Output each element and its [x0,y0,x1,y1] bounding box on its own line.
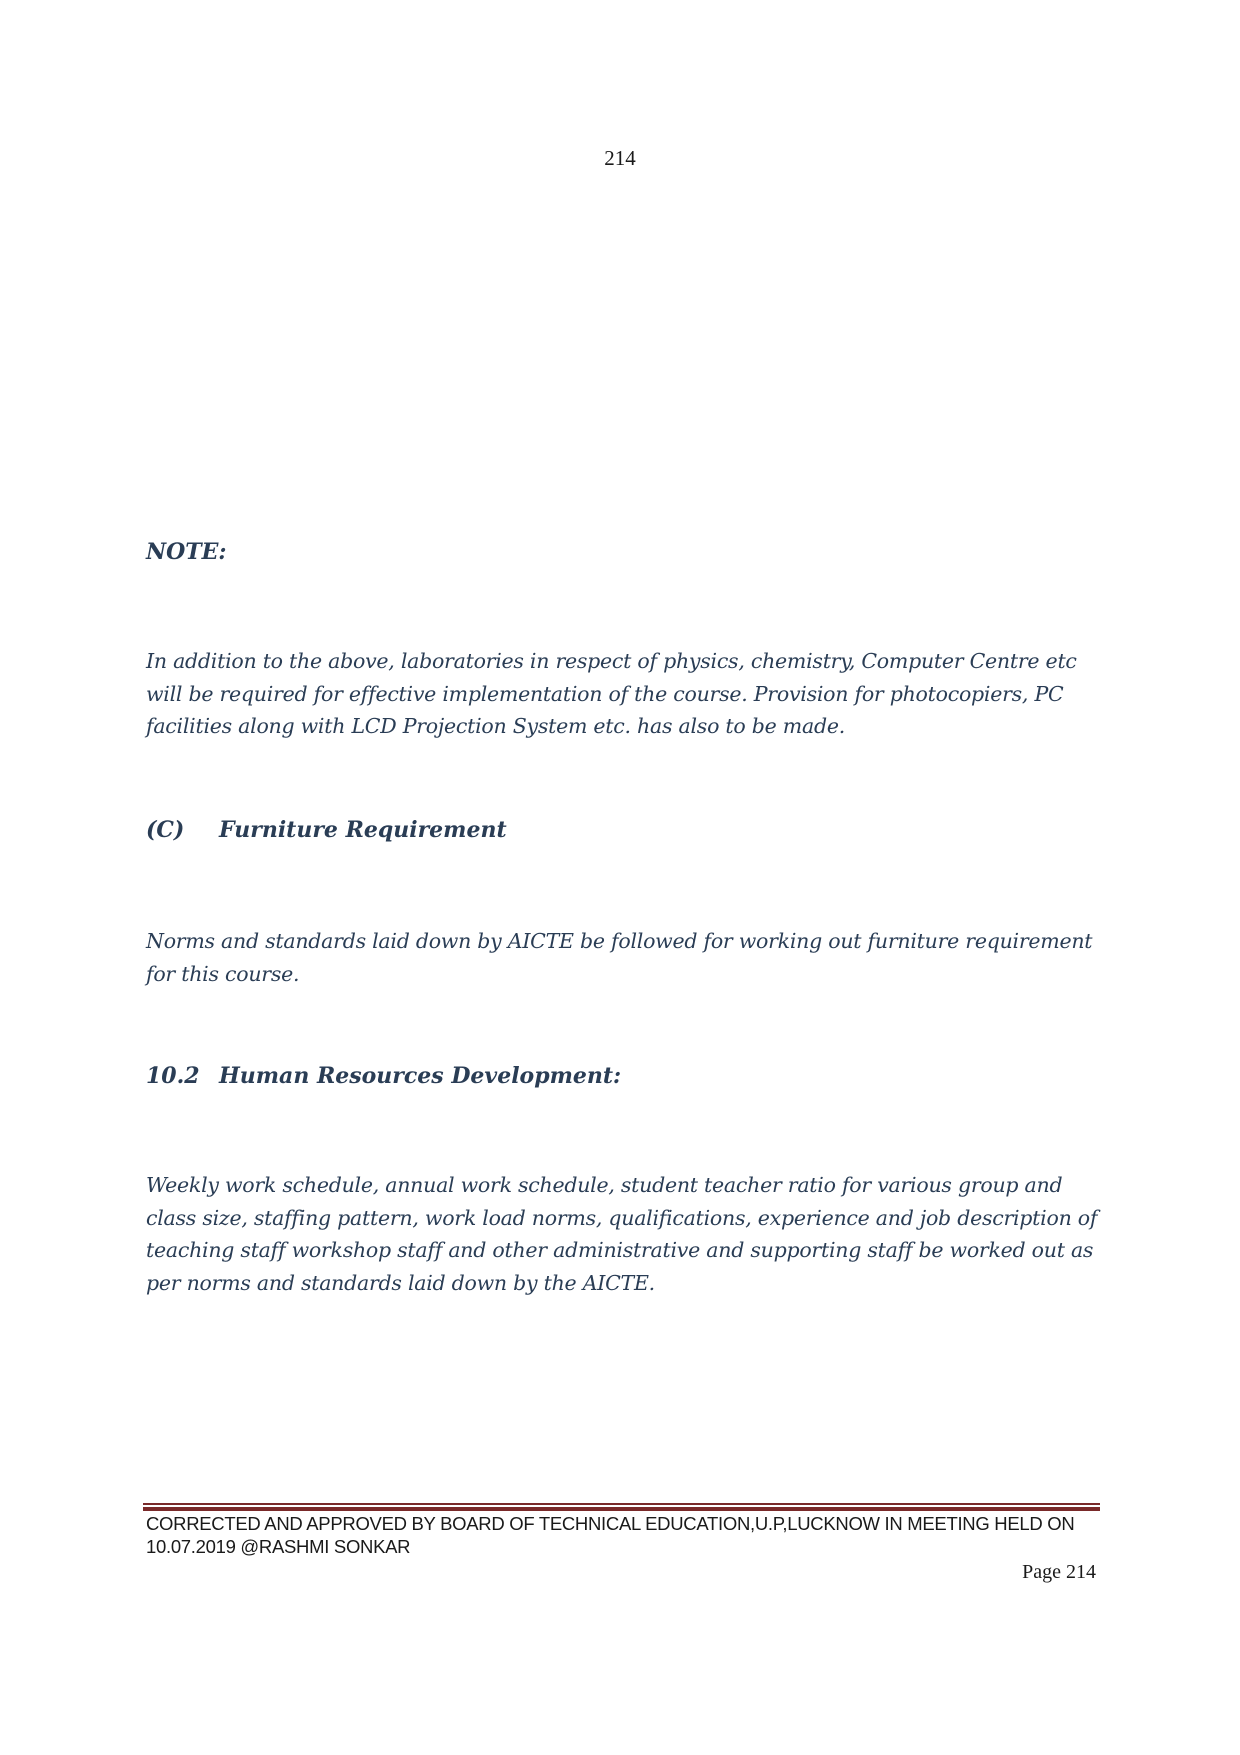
hrd-paragraph-line: per norms and standards laid down by the AICTE. [146,1270,655,1295]
footer-approval-note [146,1512,1106,1558]
furniture-paragraph-line: for this course. [146,961,300,986]
hrd-heading [146,1063,1106,1089]
furniture-section-number: (C) [146,817,185,843]
hrd-section-title: Human Resources Development: [219,1063,622,1089]
footer-divider [143,1503,1100,1511]
hrd-paragraph-line: Weekly work schedule, annual work schedule, student teacher ratio for various group and [146,1173,1063,1197]
footer-line: 10.07.2019 @RASHMI SONKAR [146,1536,411,1557]
footer-divider-thick [143,1507,1100,1511]
note-paragraph-line: In addition to the above, laboratories in respect of physics, chemistry, Computer Centre etc [146,649,1077,673]
note-paragraph-line: will be required for effective implementation of the course. Provision for photocopiers, PC [146,681,1064,706]
hrd-paragraph-line: teaching staff workshop staff and other administrative and supporting staff be worked out as [146,1238,1094,1262]
footer-line: CORRECTED AND APPROVED BY BOARD OF TECHNICAL EDUCATION,U.P,LUCKNOW IN MEETING HELD ON [146,1513,1075,1534]
header-page-number: 214 [604,146,636,170]
note-paragraph-line: facilities along with LCD Projection System etc. has also to be made. [146,714,845,738]
hrd-paragraph [146,1169,1106,1299]
furniture-section-title: Furniture Requirement [219,817,507,843]
furniture-paragraph-line: Norms and standards laid down by AICTE be followed for working out furniture requirement [146,929,1093,953]
note-heading: NOTE: [146,539,227,565]
hrd-section-number: 10.2 [146,1063,200,1089]
footer-page-label: Page 214 [1022,1561,1096,1583]
furniture-paragraph [146,925,1106,990]
furniture-heading [146,817,1106,843]
hrd-paragraph-line: class size, staffing pattern, work load norms, qualifications, experience and job description of [146,1205,1098,1230]
note-paragraph [146,645,1106,743]
